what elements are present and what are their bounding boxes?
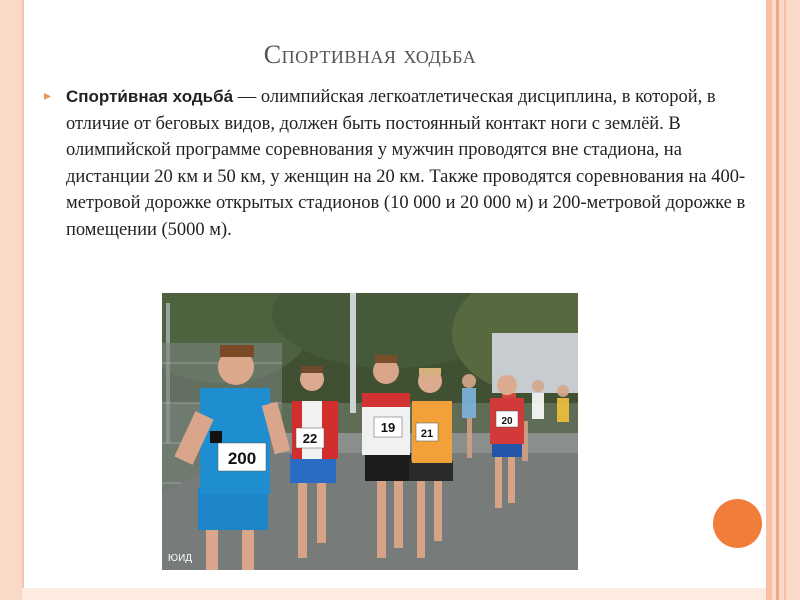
paragraph-term: Спорти́вная ходьба́ (66, 87, 234, 106)
slide-frame-right (766, 0, 800, 600)
slide-frame-bottom (22, 588, 766, 600)
bib-number: 19 (380, 420, 396, 435)
photo-watermark: ЮИД (168, 553, 193, 564)
race-walking-photo (162, 293, 578, 570)
slide-paragraph (66, 84, 756, 243)
slide-frame-left (0, 0, 22, 600)
slide-title: Спортивная ходьба (263, 40, 477, 69)
decorative-circle (713, 499, 762, 548)
arrow-bullet-icon: ▸ (44, 89, 52, 104)
bib-number: 20 (501, 416, 513, 427)
paragraph-text: — олимпийская легкоатлетическая дисциплина, в которой, в отличие от беговых видов, должен быть постоянный контакт ноги с землёй. В олимпийской программе соревнования у мужчин проводятся вне стадиона, на дистанции 20 км и 50 км, у женщин на 20 км. Также проводятся соревнования на 400-метровой дорожке открытых стадионов (10 000 и 20 000 м) и 200-метровой дорожке в помещении (5000 м). (66, 87, 746, 240)
bib-number: 21 (420, 428, 434, 440)
bib-number: 200 (227, 449, 257, 468)
bib-number: 22 (302, 431, 318, 446)
